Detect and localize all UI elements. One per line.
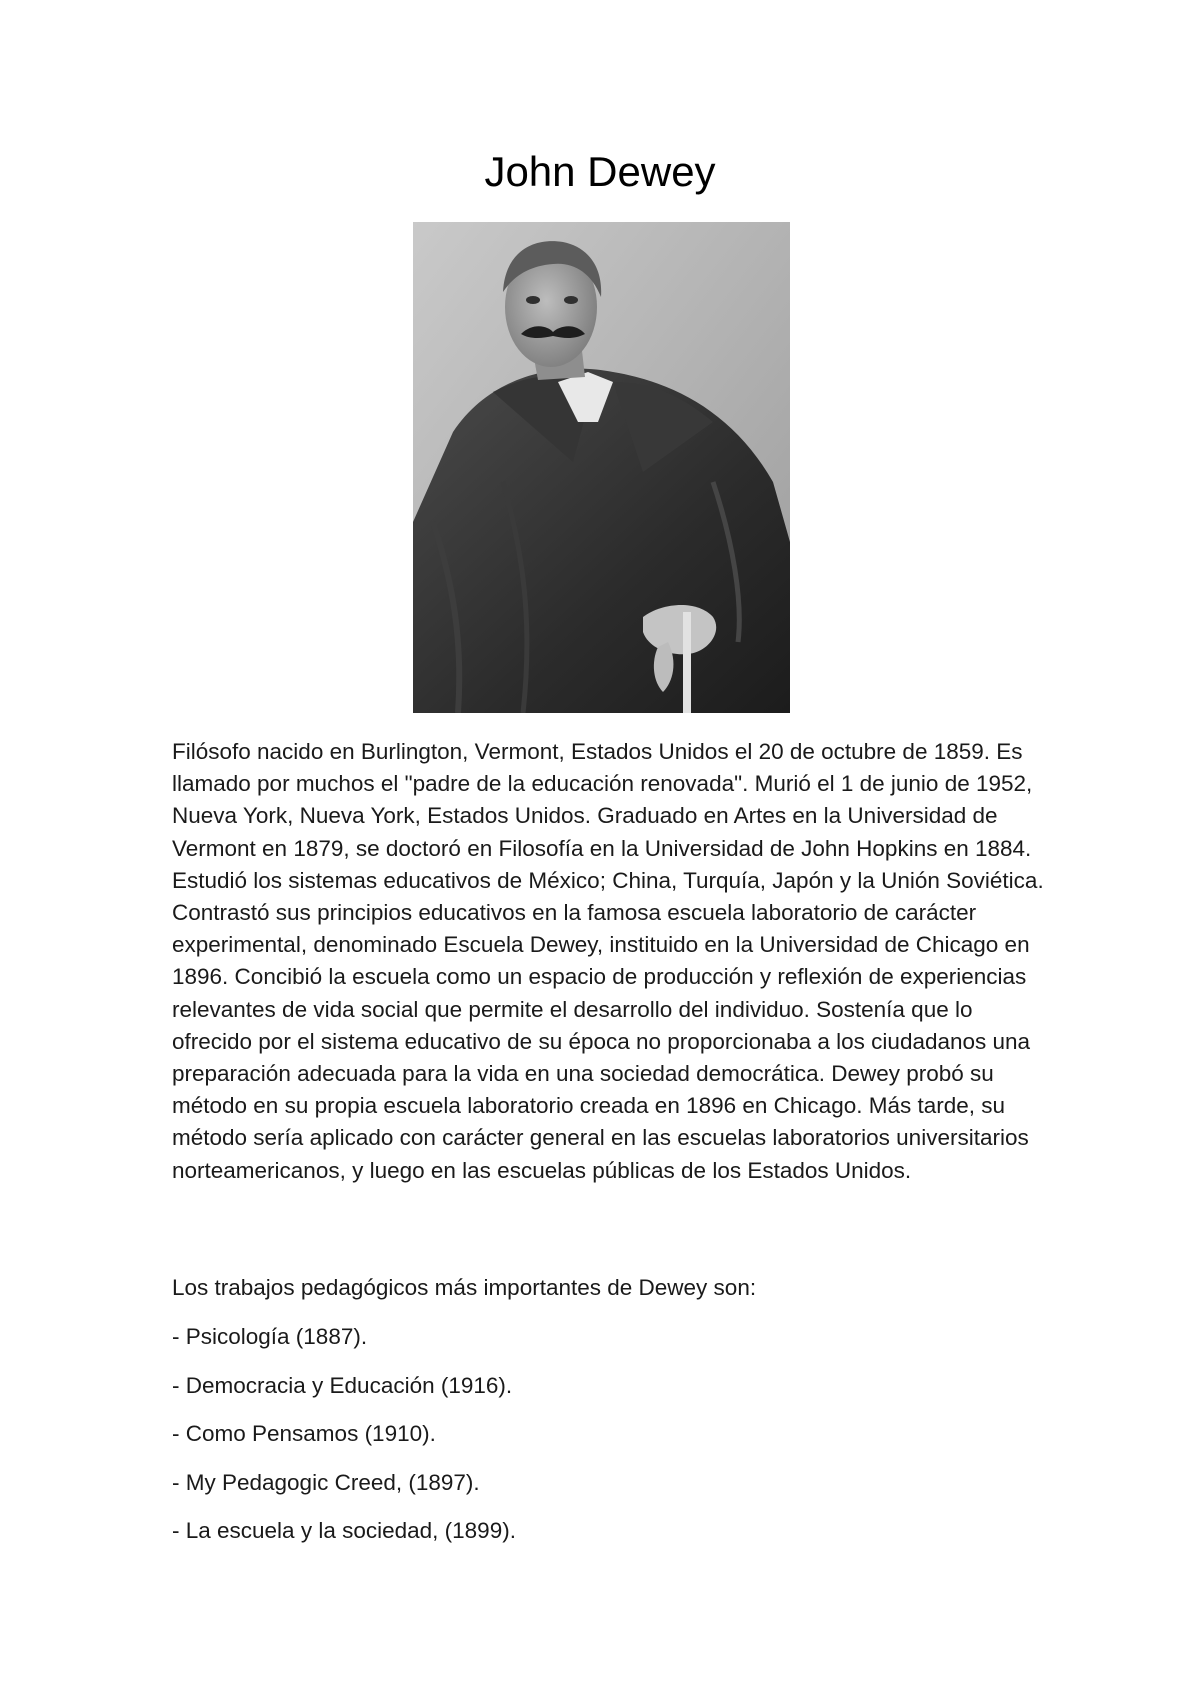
list-item: - Democracia y Educación (1916).: [172, 1372, 513, 1398]
list-item: - La escuela y la sociedad, (1899).: [172, 1518, 516, 1543]
list-item: - My Pedagogic Creed, (1897).: [172, 1469, 480, 1495]
list-item: - Como Pensamos (1910).: [172, 1421, 436, 1446]
portrait-photo-icon: [413, 222, 790, 713]
portrait-photo: [413, 222, 790, 713]
works-intro: Los trabajos pedagógicos más importantes de Dewey son:: [172, 1275, 757, 1300]
works-list: [172, 1321, 1052, 1564]
biography-paragraph: Filósofo nacido en Burlington, Vermont, Estados Unidos el 20 de octubre de 1859. Es llamado por muchos el "padre de la educación renovada". Murió el 1 de junio de 1952, Nueva York, Nueva York, Estados Unidos. Graduado en Artes en la Universidad de Vermont en 1879, se doctoró en Filosofía en la Universidad de John Hopkins en 1884. Estudió los sistemas educativos de México; China, Turquía, Japón y la Unión Soviética. Contrastó sus principios educativos en la famosa escuela laboratorio de carácter experimental, denominado Escuela Dewey, instituido en la Universidad de Chicago en 1896. Concibió la escuela como un espacio de producción y reflexión de experiencias relevantes de vida social que permite el desarrollo del individuo. Sostenía que lo ofrecido por el sistema educativo de su época no proporcionaba a los ciudadanos una preparación adecuada para la vida en una sociedad democrática. Dewey probó su método en su propia escuela laboratorio creada en 1896 en Chicago. Más tarde, su método sería aplicado con carácter general en las escuelas laboratorios universitarios norteamericanos, y luego en las escuelas públicas de los Estados Unidos.: [172, 739, 1044, 1183]
page-title: John Dewey: [484, 148, 716, 195]
list-item: - Psicología (1887).: [172, 1324, 368, 1349]
